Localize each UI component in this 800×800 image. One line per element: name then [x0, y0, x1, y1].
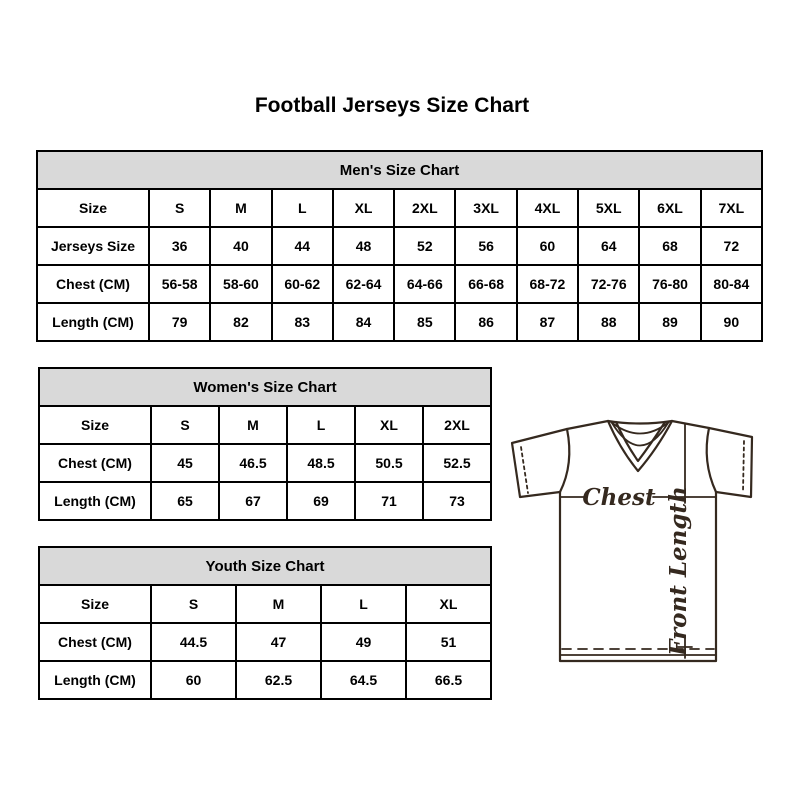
- value-cell: 67: [219, 482, 287, 520]
- front-length-label: Front Length: [665, 486, 692, 656]
- value-cell: L: [321, 585, 406, 623]
- value-cell: M: [236, 585, 321, 623]
- mens-size-table: [36, 150, 763, 342]
- value-cell: 58-60: [210, 265, 271, 303]
- table-row: [39, 585, 491, 623]
- value-cell: 73: [423, 482, 491, 520]
- value-cell: 86: [455, 303, 516, 341]
- value-cell: 48: [333, 227, 394, 265]
- value-cell: 3XL: [455, 189, 516, 227]
- value-cell: 62.5: [236, 661, 321, 699]
- chest-label: Chest: [582, 484, 656, 511]
- value-cell: 56-58: [149, 265, 210, 303]
- row-label-cell: Size: [37, 189, 149, 227]
- value-cell: 46.5: [219, 444, 287, 482]
- value-cell: 5XL: [578, 189, 639, 227]
- value-cell: 84: [333, 303, 394, 341]
- value-cell: 80-84: [701, 265, 762, 303]
- value-cell: 47: [236, 623, 321, 661]
- value-cell: 88: [578, 303, 639, 341]
- table-row: [37, 303, 762, 341]
- value-cell: 2XL: [394, 189, 455, 227]
- value-cell: 72: [701, 227, 762, 265]
- table-row: [39, 406, 491, 444]
- value-cell: 64: [578, 227, 639, 265]
- youth-size-table: [38, 546, 492, 700]
- value-cell: 71: [355, 482, 423, 520]
- value-cell: 40: [210, 227, 271, 265]
- value-cell: 44.5: [151, 623, 236, 661]
- value-cell: M: [219, 406, 287, 444]
- value-cell: 48.5: [287, 444, 355, 482]
- table-title: Women's Size Chart: [39, 368, 491, 406]
- row-label-cell: Size: [39, 585, 151, 623]
- table-row: [37, 265, 762, 303]
- value-cell: L: [287, 406, 355, 444]
- right-armhole-seam: [707, 428, 716, 492]
- page-title: Football Jerseys Size Chart: [254, 94, 530, 117]
- value-cell: 76-80: [639, 265, 700, 303]
- value-cell: S: [149, 189, 210, 227]
- value-cell: 68: [639, 227, 700, 265]
- body-outline: [560, 492, 716, 661]
- value-cell: 7XL: [701, 189, 762, 227]
- value-cell: 6XL: [639, 189, 700, 227]
- value-cell: 85: [394, 303, 455, 341]
- value-cell: S: [151, 585, 236, 623]
- table-row: [39, 661, 491, 699]
- table-title-row: [37, 151, 762, 189]
- table-row: [37, 227, 762, 265]
- value-cell: M: [210, 189, 271, 227]
- table-row: [39, 444, 491, 482]
- value-cell: 68-72: [517, 265, 578, 303]
- value-cell: 69: [287, 482, 355, 520]
- value-cell: 72-76: [578, 265, 639, 303]
- collar-inner-v: [616, 422, 665, 461]
- value-cell: 45: [151, 444, 219, 482]
- row-label-cell: Size: [39, 406, 151, 444]
- value-cell: 4XL: [517, 189, 578, 227]
- table-title: Youth Size Chart: [39, 547, 491, 585]
- value-cell: 36: [149, 227, 210, 265]
- row-label-cell: Length (CM): [39, 661, 151, 699]
- value-cell: 49: [321, 623, 406, 661]
- value-cell: S: [151, 406, 219, 444]
- table-row: [39, 623, 491, 661]
- row-label-cell: Jerseys Size: [37, 227, 149, 265]
- table-title-row: [39, 547, 491, 585]
- value-cell: 52.5: [423, 444, 491, 482]
- table-title: Men's Size Chart: [37, 151, 762, 189]
- value-cell: 66-68: [455, 265, 516, 303]
- value-cell: 50.5: [355, 444, 423, 482]
- value-cell: 65: [151, 482, 219, 520]
- value-cell: 44: [272, 227, 333, 265]
- value-cell: 90: [701, 303, 762, 341]
- value-cell: 60: [151, 661, 236, 699]
- value-cell: 52: [394, 227, 455, 265]
- row-label-cell: Chest (CM): [39, 623, 151, 661]
- value-cell: 51: [406, 623, 491, 661]
- value-cell: 83: [272, 303, 333, 341]
- value-cell: 64-66: [394, 265, 455, 303]
- value-cell: XL: [406, 585, 491, 623]
- right-sleeve: [672, 421, 752, 497]
- left-cuff-dashed-line: [521, 447, 528, 493]
- value-cell: 66.5: [406, 661, 491, 699]
- right-cuff-dashed-line: [743, 441, 744, 492]
- value-cell: L: [272, 189, 333, 227]
- value-cell: 79: [149, 303, 210, 341]
- value-cell: 60-62: [272, 265, 333, 303]
- womens-size-table: [38, 367, 492, 521]
- value-cell: 2XL: [423, 406, 491, 444]
- table-row: [39, 482, 491, 520]
- jersey-measurement-diagram: [500, 405, 780, 675]
- value-cell: 87: [517, 303, 578, 341]
- table-title-row: [39, 368, 491, 406]
- row-label-cell: Chest (CM): [37, 265, 149, 303]
- value-cell: 62-64: [333, 265, 394, 303]
- value-cell: 82: [210, 303, 271, 341]
- left-armhole-seam: [560, 429, 569, 492]
- value-cell: XL: [355, 406, 423, 444]
- value-cell: 60: [517, 227, 578, 265]
- value-cell: XL: [333, 189, 394, 227]
- row-label-cell: Chest (CM): [39, 444, 151, 482]
- value-cell: 64.5: [321, 661, 406, 699]
- value-cell: 89: [639, 303, 700, 341]
- row-label-cell: Length (CM): [37, 303, 149, 341]
- row-label-cell: Length (CM): [39, 482, 151, 520]
- value-cell: 56: [455, 227, 516, 265]
- table-row: [37, 189, 762, 227]
